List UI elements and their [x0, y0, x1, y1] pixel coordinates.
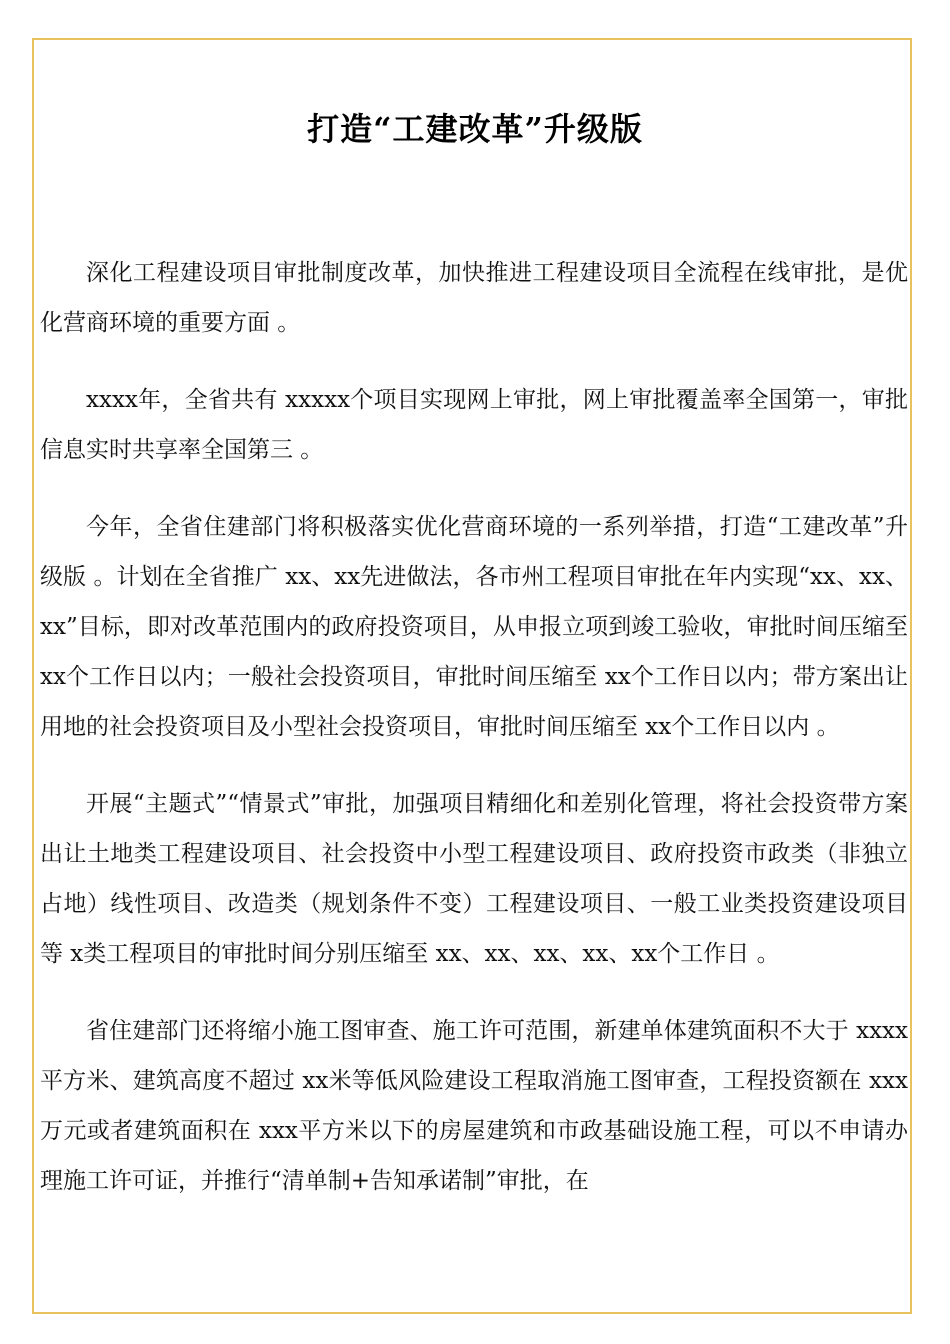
document-title: 打造“工建改革”升级版 — [307, 110, 643, 148]
document-body — [40, 248, 908, 1233]
paragraph-5: 省住建部门还将缩小施工图审查、施工许可范围，新建单体建筑面积不大于 xxxx平方米、建筑高度不超过 xx米等低风险建设工程取消施工图审查，工程投资额在 xxx万元或者建筑面积在 xxx平方米以下的房屋建筑和市政基础设施工程，可以不申请办理施工许可证，并推行“清单制+告知承诺制”审批，在 — [40, 1018, 908, 1194]
paragraph-1: 深化工程建设项目审批制度改革，加快推进工程建设项目全流程在线审批，是优化营商环境的重要方面 。 — [40, 260, 908, 336]
paragraph-4: 开展“主题式”“情景式”审批，加强项目精细化和差别化管理，将社会投资带方案出让土地类工程建设项目、社会投资中小型工程建设项目、政府投资市政类（非独立占地）线性项目、改造类（规划条件不变）工程建设项目、一般工业类投资建设项目等 x类工程项目的审批时间分别压缩至 xx、xx、xx、xx、xx个工作日 。 — [40, 791, 908, 967]
paragraph-2: xxxx年，全省共有 xxxxx个项目实现网上审批，网上审批覆盖率全国第一，审批信息实时共享率全国第三 。 — [40, 387, 908, 463]
paragraph-3: 今年，全省住建部门将积极落实优化营商环境的一系列举措，打造“工建改革”升级版 。计划在全省推广 xx、xx先进做法，各市州工程项目审批在年内实现“xx、xx、xx”目标，即对改革范围内的政府投资项目，从申报立项到竣工验收，审批时间压缩至 xx个工作日以内；一般社会投资项目，审批时间压缩至 xx个工作日以内；带方案出让用地的社会投资项目及小型社会投资项目，审批时间压缩至 xx个工作日以内 。 — [40, 514, 908, 740]
